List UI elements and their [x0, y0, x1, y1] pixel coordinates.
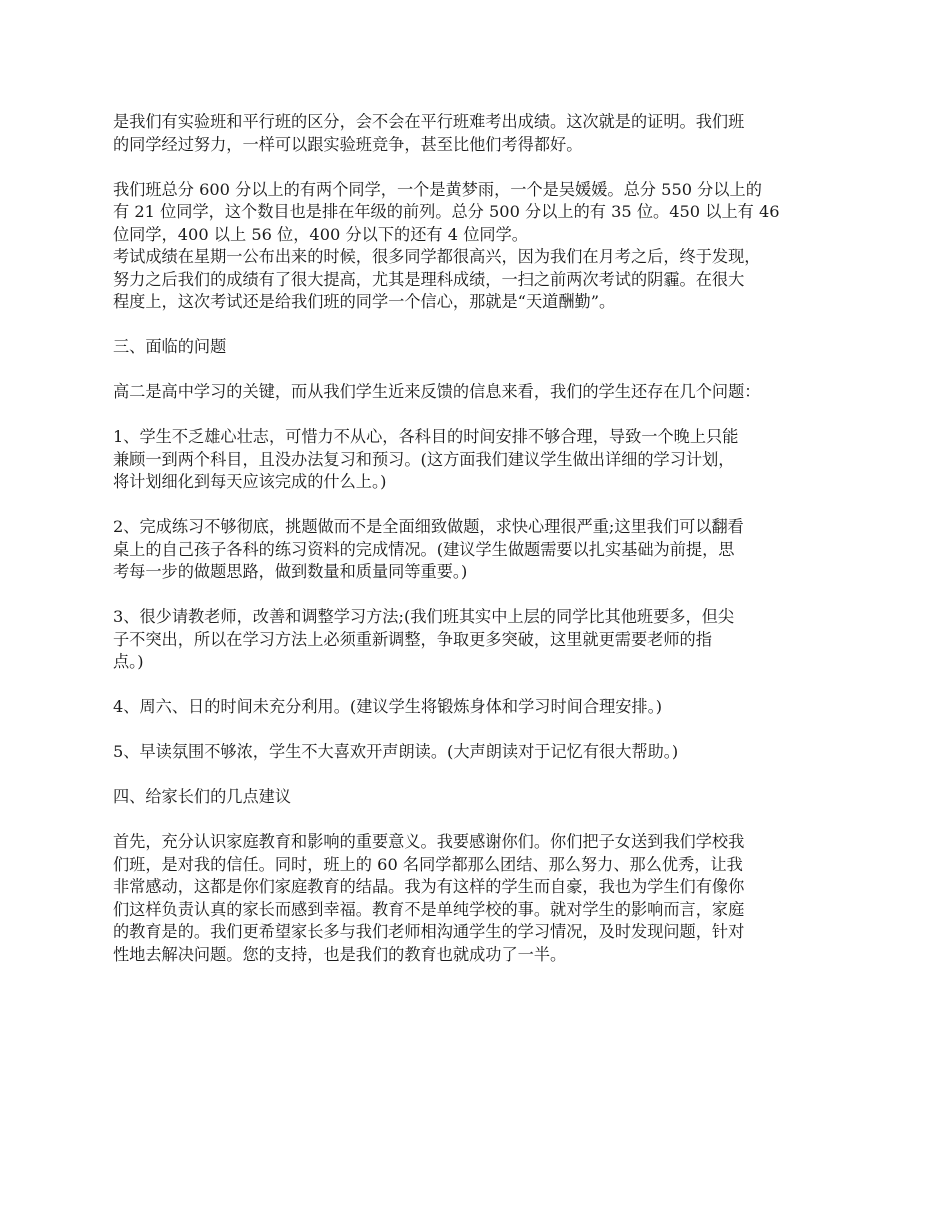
text-line: 1、学生不乏雄心壮志，可惜力不从心，各科目的时间安排不够合理，导致一个晚上只能: [113, 427, 739, 446]
text-line: 将计划细化到每天应该完成的什么上。): [113, 472, 387, 491]
paragraph-spacer: [113, 584, 853, 607]
text-line: 5、早读氛围不够浓，学生不大喜欢开声朗读。(大声朗读对于记忆有很大帮助。): [113, 742, 679, 761]
text-line: 子不突出，所以在学习方法上必须重新调整，争取更多突破，这里就更需要老师的指: [113, 629, 712, 649]
text-line: 们这样负责认真的家长而感到幸福。教育不是单纯学校的事。就对学生的影响而言，家庭: [113, 899, 745, 919]
document-page: [113, 111, 853, 966]
text-line: 兼顾一到两个科目，且没办法复习和预习。(这方面我们建议学生做出详细的学习计划，: [113, 449, 735, 469]
text-line: 桌上的自己孩子各科的练习资料的完成情况。(建议学生做题需要以扎实基础为前提，思: [113, 539, 735, 559]
text-line: 考试成绩在星期一公布出来的时候，很多同学都很高兴，因为我们在月考之后，终于发现，: [113, 247, 761, 266]
text-line: 们班，是对我的信任。同时，班上的 60 名同学都那么团结、那么努力、那么优秀，让我: [113, 854, 743, 874]
paragraph-spacer: [113, 359, 853, 382]
text-line: 高二是高中学习的关键，而从我们学生近来反馈的信息来看，我们的学生还存在几个问题：: [113, 382, 761, 401]
text-line: 四、给家长们的几点建议: [113, 787, 292, 806]
text-line: 的同学经过努力，一样可以跟实验班竞争，甚至比他们考得都好。: [113, 134, 583, 154]
text-line: 首先，充分认识家庭教育和影响的重要意义。我要感谢你们。你们把子女送到我们学校我: [113, 832, 745, 851]
paragraph: [113, 606, 853, 674]
text-line: 的教育是的。我们更希望家长多与我们老师相沟通学生的学习情况，及时发现问题，针对: [113, 922, 745, 941]
text-line: 程度上，这次考试还是给我们班的同学一个信心，那就是“天道酬勤”。: [113, 292, 616, 311]
text-line: 我们班总分 600 分以上的有两个同学，一个是黄梦雨，一个是吴媛媛。总分 550 分以上的: [113, 179, 762, 199]
text-line: 位同学，400 以上 56 位，400 分以下的还有 4 位同学。: [113, 224, 528, 244]
paragraph-spacer: [113, 156, 853, 179]
paragraph-spacer: [113, 494, 853, 517]
paragraph-spacer: [113, 719, 853, 742]
paragraph: [113, 786, 853, 809]
text-line: 2、完成练习不够彻底，挑题做而不是全面细致做题，求快心理很严重;这里我们可以翻看: [113, 517, 744, 536]
paragraph: [113, 516, 853, 584]
paragraph: [113, 741, 853, 764]
paragraph: [113, 179, 853, 314]
text-line: 4、周六、日的时间未充分利用。(建议学生将锻炼身体和学习时间合理安排。): [113, 697, 663, 716]
text-line: 非常感动，这都是你们家庭教育的结晶。我为有这样的学生而自豪，我也为学生们有像你: [113, 877, 745, 896]
paragraph: [113, 426, 853, 494]
paragraph-spacer: [113, 314, 853, 337]
text-line: 考每一步的做题思路，做到数量和质量同等重要。): [113, 562, 468, 581]
paragraph: [113, 381, 853, 404]
paragraph-spacer: [113, 404, 853, 427]
paragraph-spacer: [113, 809, 853, 832]
paragraph: [113, 831, 853, 966]
paragraph: [113, 696, 853, 719]
text-line: 点。): [113, 652, 144, 671]
text-line: 是我们有实验班和平行班的区分，会不会在平行班难考出成绩。这次就是的证明。我们班: [113, 112, 745, 131]
paragraph-spacer: [113, 674, 853, 697]
paragraph: [113, 111, 853, 156]
text-line: 努力之后我们的成绩有了很大提高，尤其是理科成绩，一扫之前两次考试的阴霾。在很大: [113, 269, 745, 289]
paragraph: [113, 336, 853, 359]
text-line: 3、很少请教老师，改善和调整学习方法;(我们班其实中上层的同学比其他班要多，但尖: [113, 607, 735, 626]
text-line: 性地去解决问题。您的支持，也是我们的教育也就成功了一半。: [113, 944, 567, 964]
paragraph-spacer: [113, 764, 853, 787]
text-line: 有 21 位同学，这个数目也是排在年级的前列。总分 500 分以上的有 35 位。450 以上有 46: [113, 202, 780, 221]
text-line: 三、面临的问题: [113, 337, 227, 356]
